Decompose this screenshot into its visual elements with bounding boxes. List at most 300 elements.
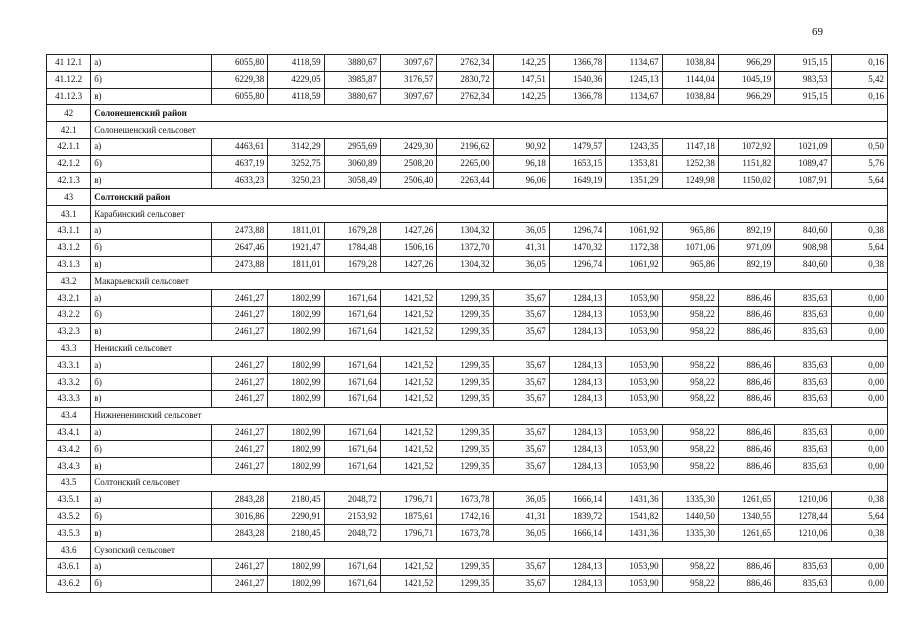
value-cell: 1261,65	[718, 491, 774, 508]
value-cell: 1666,14	[549, 491, 605, 508]
table-row	[47, 458, 888, 475]
value-cell: 965,86	[662, 256, 718, 273]
value-cell: 1671,64	[324, 306, 380, 323]
value-cell: 1839,72	[549, 508, 605, 525]
value-cell: 1134,67	[606, 88, 662, 105]
value-cell: 2461,27	[211, 424, 267, 441]
value-cell: 1210,06	[775, 525, 831, 542]
value-cell: 3097,67	[380, 88, 436, 105]
value-cell: 1421,52	[380, 374, 436, 391]
value-cell: 0,00	[831, 306, 887, 323]
value-cell: 2647,46	[211, 239, 267, 256]
value-cell: 4118,59	[268, 88, 324, 105]
table-row	[47, 138, 888, 155]
value-cell: 1802,99	[268, 441, 324, 458]
value-cell: 2461,27	[211, 558, 267, 575]
value-cell: 1666,14	[549, 525, 605, 542]
row-code: 43.5	[47, 474, 91, 491]
value-cell: 36,05	[493, 491, 549, 508]
value-cell: 1351,29	[606, 172, 662, 189]
value-cell: 35,67	[493, 306, 549, 323]
value-cell: 1072,92	[718, 138, 774, 155]
value-cell: 0,38	[831, 491, 887, 508]
value-cell: 1144,04	[662, 71, 718, 88]
row-variant: б)	[91, 374, 212, 391]
row-code: 43.4.3	[47, 458, 91, 475]
row-code: 43.2	[47, 273, 91, 290]
value-cell: 35,67	[493, 558, 549, 575]
value-cell: 35,67	[493, 323, 549, 340]
row-code: 43.2.1	[47, 290, 91, 307]
value-cell: 2955,69	[324, 138, 380, 155]
value-cell: 3250,23	[268, 172, 324, 189]
value-cell: 1299,35	[437, 374, 493, 391]
value-cell: 35,67	[493, 575, 549, 592]
value-cell: 835,63	[775, 558, 831, 575]
value-cell: 35,67	[493, 290, 549, 307]
tariff-table	[46, 54, 888, 593]
value-cell: 1150,02	[718, 172, 774, 189]
row-code: 41.12.2	[47, 71, 91, 88]
settlement-title: Макарьевский сельсовет	[91, 273, 888, 290]
value-cell: 2048,72	[324, 491, 380, 508]
value-cell: 835,63	[775, 323, 831, 340]
region-header-row	[47, 189, 888, 206]
value-cell: 1671,64	[324, 458, 380, 475]
value-cell: 1284,13	[549, 390, 605, 407]
settlement-title: Сузопский сельсовет	[91, 542, 888, 559]
value-cell: 2830,72	[437, 71, 493, 88]
value-cell: 1506,16	[380, 239, 436, 256]
value-cell: 1053,90	[606, 306, 662, 323]
value-cell: 5,64	[831, 239, 887, 256]
value-cell: 835,63	[775, 374, 831, 391]
table-row	[47, 222, 888, 239]
value-cell: 2461,27	[211, 374, 267, 391]
value-cell: 0,00	[831, 458, 887, 475]
value-cell: 1053,90	[606, 390, 662, 407]
value-cell: 1921,47	[268, 239, 324, 256]
value-cell: 0,38	[831, 256, 887, 273]
value-cell: 3880,67	[324, 55, 380, 72]
table-row	[47, 88, 888, 105]
value-cell: 1038,84	[662, 55, 718, 72]
value-cell: 2762,34	[437, 55, 493, 72]
value-cell: 4633,23	[211, 172, 267, 189]
row-code: 42	[47, 105, 91, 122]
value-cell: 2048,72	[324, 525, 380, 542]
value-cell: 1802,99	[268, 357, 324, 374]
row-variant: в)	[91, 458, 212, 475]
row-variant: а)	[91, 222, 212, 239]
table-row	[47, 424, 888, 441]
value-cell: 1427,26	[380, 256, 436, 273]
value-cell: 147,51	[493, 71, 549, 88]
value-cell: 3142,29	[268, 138, 324, 155]
row-code: 43.5.3	[47, 525, 91, 542]
value-cell: 1053,90	[606, 290, 662, 307]
value-cell: 1053,90	[606, 458, 662, 475]
value-cell: 1671,64	[324, 357, 380, 374]
value-cell: 2461,27	[211, 357, 267, 374]
value-cell: 0,00	[831, 323, 887, 340]
value-cell: 915,15	[775, 55, 831, 72]
value-cell: 958,22	[662, 323, 718, 340]
value-cell: 0,00	[831, 575, 887, 592]
value-cell: 1653,15	[549, 155, 605, 172]
row-code: 43.3.3	[47, 390, 91, 407]
value-cell: 1284,13	[549, 575, 605, 592]
settlement-title: Солтонский сельсовет	[91, 474, 888, 491]
value-cell: 1172,38	[606, 239, 662, 256]
row-code: 43.6	[47, 542, 91, 559]
settlement-header-row	[47, 122, 888, 139]
value-cell: 1673,78	[437, 491, 493, 508]
table-row	[47, 491, 888, 508]
value-cell: 0,50	[831, 138, 887, 155]
value-cell: 3058,49	[324, 172, 380, 189]
row-variant: в)	[91, 525, 212, 542]
value-cell: 835,63	[775, 357, 831, 374]
row-code: 43.4	[47, 407, 91, 424]
row-code: 42.1.1	[47, 138, 91, 155]
value-cell: 1147,18	[662, 138, 718, 155]
value-cell: 886,46	[718, 390, 774, 407]
value-cell: 1210,06	[775, 491, 831, 508]
value-cell: 1440,50	[662, 508, 718, 525]
value-cell: 142,25	[493, 88, 549, 105]
value-cell: 2153,92	[324, 508, 380, 525]
row-variant: б)	[91, 71, 212, 88]
row-code: 42.1	[47, 122, 91, 139]
value-cell: 1802,99	[268, 424, 324, 441]
row-code: 43.6.1	[47, 558, 91, 575]
region-title: Солтонский район	[91, 189, 888, 206]
value-cell: 1679,28	[324, 222, 380, 239]
value-cell: 886,46	[718, 441, 774, 458]
value-cell: 1802,99	[268, 458, 324, 475]
value-cell: 1087,91	[775, 172, 831, 189]
value-cell: 835,63	[775, 575, 831, 592]
row-code: 41.12.3	[47, 88, 91, 105]
value-cell: 1045,19	[718, 71, 774, 88]
value-cell: 1802,99	[268, 323, 324, 340]
value-cell: 4463,61	[211, 138, 267, 155]
value-cell: 2508,20	[380, 155, 436, 172]
value-cell: 96,18	[493, 155, 549, 172]
row-code: 43.1.2	[47, 239, 91, 256]
value-cell: 2506,40	[380, 172, 436, 189]
value-cell: 886,46	[718, 306, 774, 323]
value-cell: 1284,13	[549, 323, 605, 340]
value-cell: 1427,26	[380, 222, 436, 239]
table-row	[47, 71, 888, 88]
value-cell: 0,00	[831, 424, 887, 441]
row-variant: в)	[91, 172, 212, 189]
region-header-row	[47, 105, 888, 122]
value-cell: 1053,90	[606, 441, 662, 458]
value-cell: 1671,64	[324, 558, 380, 575]
value-cell: 886,46	[718, 290, 774, 307]
value-cell: 1021,09	[775, 138, 831, 155]
value-cell: 1284,13	[549, 290, 605, 307]
value-cell: 1053,90	[606, 558, 662, 575]
value-cell: 1335,30	[662, 525, 718, 542]
value-cell: 1421,52	[380, 575, 436, 592]
value-cell: 3016,86	[211, 508, 267, 525]
value-cell: 1673,78	[437, 525, 493, 542]
value-cell: 36,05	[493, 256, 549, 273]
value-cell: 840,60	[775, 256, 831, 273]
value-cell: 886,46	[718, 424, 774, 441]
settlement-header-row	[47, 474, 888, 491]
value-cell: 2461,27	[211, 441, 267, 458]
value-cell: 1742,16	[437, 508, 493, 525]
row-code: 43.2.3	[47, 323, 91, 340]
value-cell: 1353,81	[606, 155, 662, 172]
row-code: 41 12.1	[47, 55, 91, 72]
value-cell: 1421,52	[380, 458, 436, 475]
value-cell: 1421,52	[380, 323, 436, 340]
value-cell: 5,76	[831, 155, 887, 172]
table-row	[47, 441, 888, 458]
value-cell: 966,29	[718, 88, 774, 105]
value-cell: 1671,64	[324, 290, 380, 307]
value-cell: 1421,52	[380, 424, 436, 441]
value-cell: 965,86	[662, 222, 718, 239]
value-cell: 2843,28	[211, 491, 267, 508]
value-cell: 1053,90	[606, 357, 662, 374]
value-cell: 892,19	[718, 256, 774, 273]
row-code: 43.3.1	[47, 357, 91, 374]
row-variant: а)	[91, 55, 212, 72]
value-cell: 958,22	[662, 424, 718, 441]
value-cell: 1284,13	[549, 374, 605, 391]
row-variant: а)	[91, 290, 212, 307]
value-cell: 835,63	[775, 424, 831, 441]
value-cell: 2461,27	[211, 323, 267, 340]
value-cell: 2461,27	[211, 458, 267, 475]
value-cell: 35,67	[493, 357, 549, 374]
value-cell: 1284,13	[549, 424, 605, 441]
value-cell: 1304,32	[437, 222, 493, 239]
region-title: Солонешенский район	[91, 105, 888, 122]
value-cell: 835,63	[775, 290, 831, 307]
value-cell: 886,46	[718, 357, 774, 374]
value-cell: 3985,87	[324, 71, 380, 88]
row-code: 43.1	[47, 206, 91, 223]
value-cell: 6055,80	[211, 55, 267, 72]
value-cell: 1335,30	[662, 491, 718, 508]
settlement-header-row	[47, 206, 888, 223]
value-cell: 2196,62	[437, 138, 493, 155]
value-cell: 1296,74	[549, 256, 605, 273]
value-cell: 1372,70	[437, 239, 493, 256]
value-cell: 1245,13	[606, 71, 662, 88]
value-cell: 3176,57	[380, 71, 436, 88]
value-cell: 6229,38	[211, 71, 267, 88]
value-cell: 2461,27	[211, 290, 267, 307]
value-cell: 840,60	[775, 222, 831, 239]
value-cell: 0,16	[831, 88, 887, 105]
value-cell: 958,22	[662, 374, 718, 391]
row-variant: в)	[91, 390, 212, 407]
row-code: 43.4.2	[47, 441, 91, 458]
table-row	[47, 357, 888, 374]
value-cell: 1249,98	[662, 172, 718, 189]
value-cell: 1038,84	[662, 88, 718, 105]
value-cell: 41,31	[493, 239, 549, 256]
settlement-header-row	[47, 273, 888, 290]
value-cell: 35,67	[493, 374, 549, 391]
value-cell: 1431,36	[606, 491, 662, 508]
settlement-header-row	[47, 542, 888, 559]
value-cell: 41,31	[493, 508, 549, 525]
settlement-title: Нижнененинский сельсовет	[91, 407, 888, 424]
value-cell: 0,16	[831, 55, 887, 72]
table-row	[47, 575, 888, 592]
value-cell: 1053,90	[606, 374, 662, 391]
value-cell: 1061,92	[606, 222, 662, 239]
value-cell: 1671,64	[324, 441, 380, 458]
value-cell: 1299,35	[437, 424, 493, 441]
table-row	[47, 374, 888, 391]
value-cell: 2263,44	[437, 172, 493, 189]
value-cell: 1421,52	[380, 306, 436, 323]
value-cell: 966,29	[718, 55, 774, 72]
row-variant: б)	[91, 508, 212, 525]
row-code: 43.3.2	[47, 374, 91, 391]
value-cell: 2429,30	[380, 138, 436, 155]
value-cell: 1299,35	[437, 458, 493, 475]
row-code: 43.5.1	[47, 491, 91, 508]
value-cell: 1366,78	[549, 55, 605, 72]
value-cell: 1796,71	[380, 491, 436, 508]
value-cell: 1811,01	[268, 256, 324, 273]
value-cell: 1299,35	[437, 290, 493, 307]
value-cell: 2461,27	[211, 306, 267, 323]
value-cell: 1802,99	[268, 290, 324, 307]
value-cell: 1431,36	[606, 525, 662, 542]
value-cell: 1299,35	[437, 323, 493, 340]
value-cell: 1299,35	[437, 306, 493, 323]
value-cell: 958,22	[662, 290, 718, 307]
row-code: 43.4.1	[47, 424, 91, 441]
value-cell: 1278,44	[775, 508, 831, 525]
value-cell: 2461,27	[211, 575, 267, 592]
value-cell: 958,22	[662, 441, 718, 458]
value-cell: 1802,99	[268, 575, 324, 592]
value-cell: 1299,35	[437, 558, 493, 575]
value-cell: 1134,67	[606, 55, 662, 72]
row-variant: в)	[91, 323, 212, 340]
row-code: 43.3	[47, 340, 91, 357]
row-code: 43.2.2	[47, 306, 91, 323]
value-cell: 1151,82	[718, 155, 774, 172]
table-row	[47, 172, 888, 189]
row-variant: б)	[91, 441, 212, 458]
value-cell: 1299,35	[437, 390, 493, 407]
page-number: 69	[812, 26, 823, 38]
value-cell: 1299,35	[437, 357, 493, 374]
value-cell: 0,00	[831, 441, 887, 458]
table-row	[47, 323, 888, 340]
value-cell: 1784,48	[324, 239, 380, 256]
value-cell: 3060,89	[324, 155, 380, 172]
value-cell: 1802,99	[268, 390, 324, 407]
value-cell: 971,09	[718, 239, 774, 256]
value-cell: 1540,36	[549, 71, 605, 88]
value-cell: 6055,80	[211, 88, 267, 105]
value-cell: 908,98	[775, 239, 831, 256]
value-cell: 0,00	[831, 290, 887, 307]
value-cell: 1671,64	[324, 424, 380, 441]
value-cell: 1671,64	[324, 575, 380, 592]
value-cell: 2290,91	[268, 508, 324, 525]
row-variant: б)	[91, 155, 212, 172]
value-cell: 1089,47	[775, 155, 831, 172]
value-cell: 2473,88	[211, 256, 267, 273]
value-cell: 1796,71	[380, 525, 436, 542]
table-row	[47, 239, 888, 256]
value-cell: 1284,13	[549, 357, 605, 374]
value-cell: 1421,52	[380, 558, 436, 575]
value-cell: 958,22	[662, 306, 718, 323]
row-code: 43.1.1	[47, 222, 91, 239]
row-variant: а)	[91, 138, 212, 155]
table-row	[47, 508, 888, 525]
value-cell: 1252,38	[662, 155, 718, 172]
value-cell: 958,22	[662, 390, 718, 407]
value-cell: 1284,13	[549, 558, 605, 575]
row-code: 42.1.3	[47, 172, 91, 189]
value-cell: 886,46	[718, 374, 774, 391]
value-cell: 0,00	[831, 374, 887, 391]
value-cell: 1421,52	[380, 357, 436, 374]
value-cell: 1053,90	[606, 323, 662, 340]
value-cell: 958,22	[662, 357, 718, 374]
value-cell: 3097,67	[380, 55, 436, 72]
settlement-title: Солонешенский сельсовет	[91, 122, 888, 139]
row-code: 43	[47, 189, 91, 206]
value-cell: 1421,52	[380, 290, 436, 307]
value-cell: 3252,75	[268, 155, 324, 172]
value-cell: 958,22	[662, 558, 718, 575]
value-cell: 1366,78	[549, 88, 605, 105]
settlement-header-row	[47, 340, 888, 357]
table-row	[47, 525, 888, 542]
value-cell: 0,38	[831, 525, 887, 542]
value-cell: 36,05	[493, 525, 549, 542]
value-cell: 1470,32	[549, 239, 605, 256]
value-cell: 1875,61	[380, 508, 436, 525]
value-cell: 1811,01	[268, 222, 324, 239]
value-cell: 892,19	[718, 222, 774, 239]
value-cell: 1053,90	[606, 424, 662, 441]
value-cell: 5,64	[831, 508, 887, 525]
value-cell: 1802,99	[268, 306, 324, 323]
row-variant: б)	[91, 575, 212, 592]
table-row	[47, 256, 888, 273]
value-cell: 958,22	[662, 458, 718, 475]
table-row	[47, 306, 888, 323]
value-cell: 2265,00	[437, 155, 493, 172]
row-code: 42.1.2	[47, 155, 91, 172]
value-cell: 1340,55	[718, 508, 774, 525]
value-cell: 0,38	[831, 222, 887, 239]
table-row	[47, 390, 888, 407]
value-cell: 0,00	[831, 558, 887, 575]
